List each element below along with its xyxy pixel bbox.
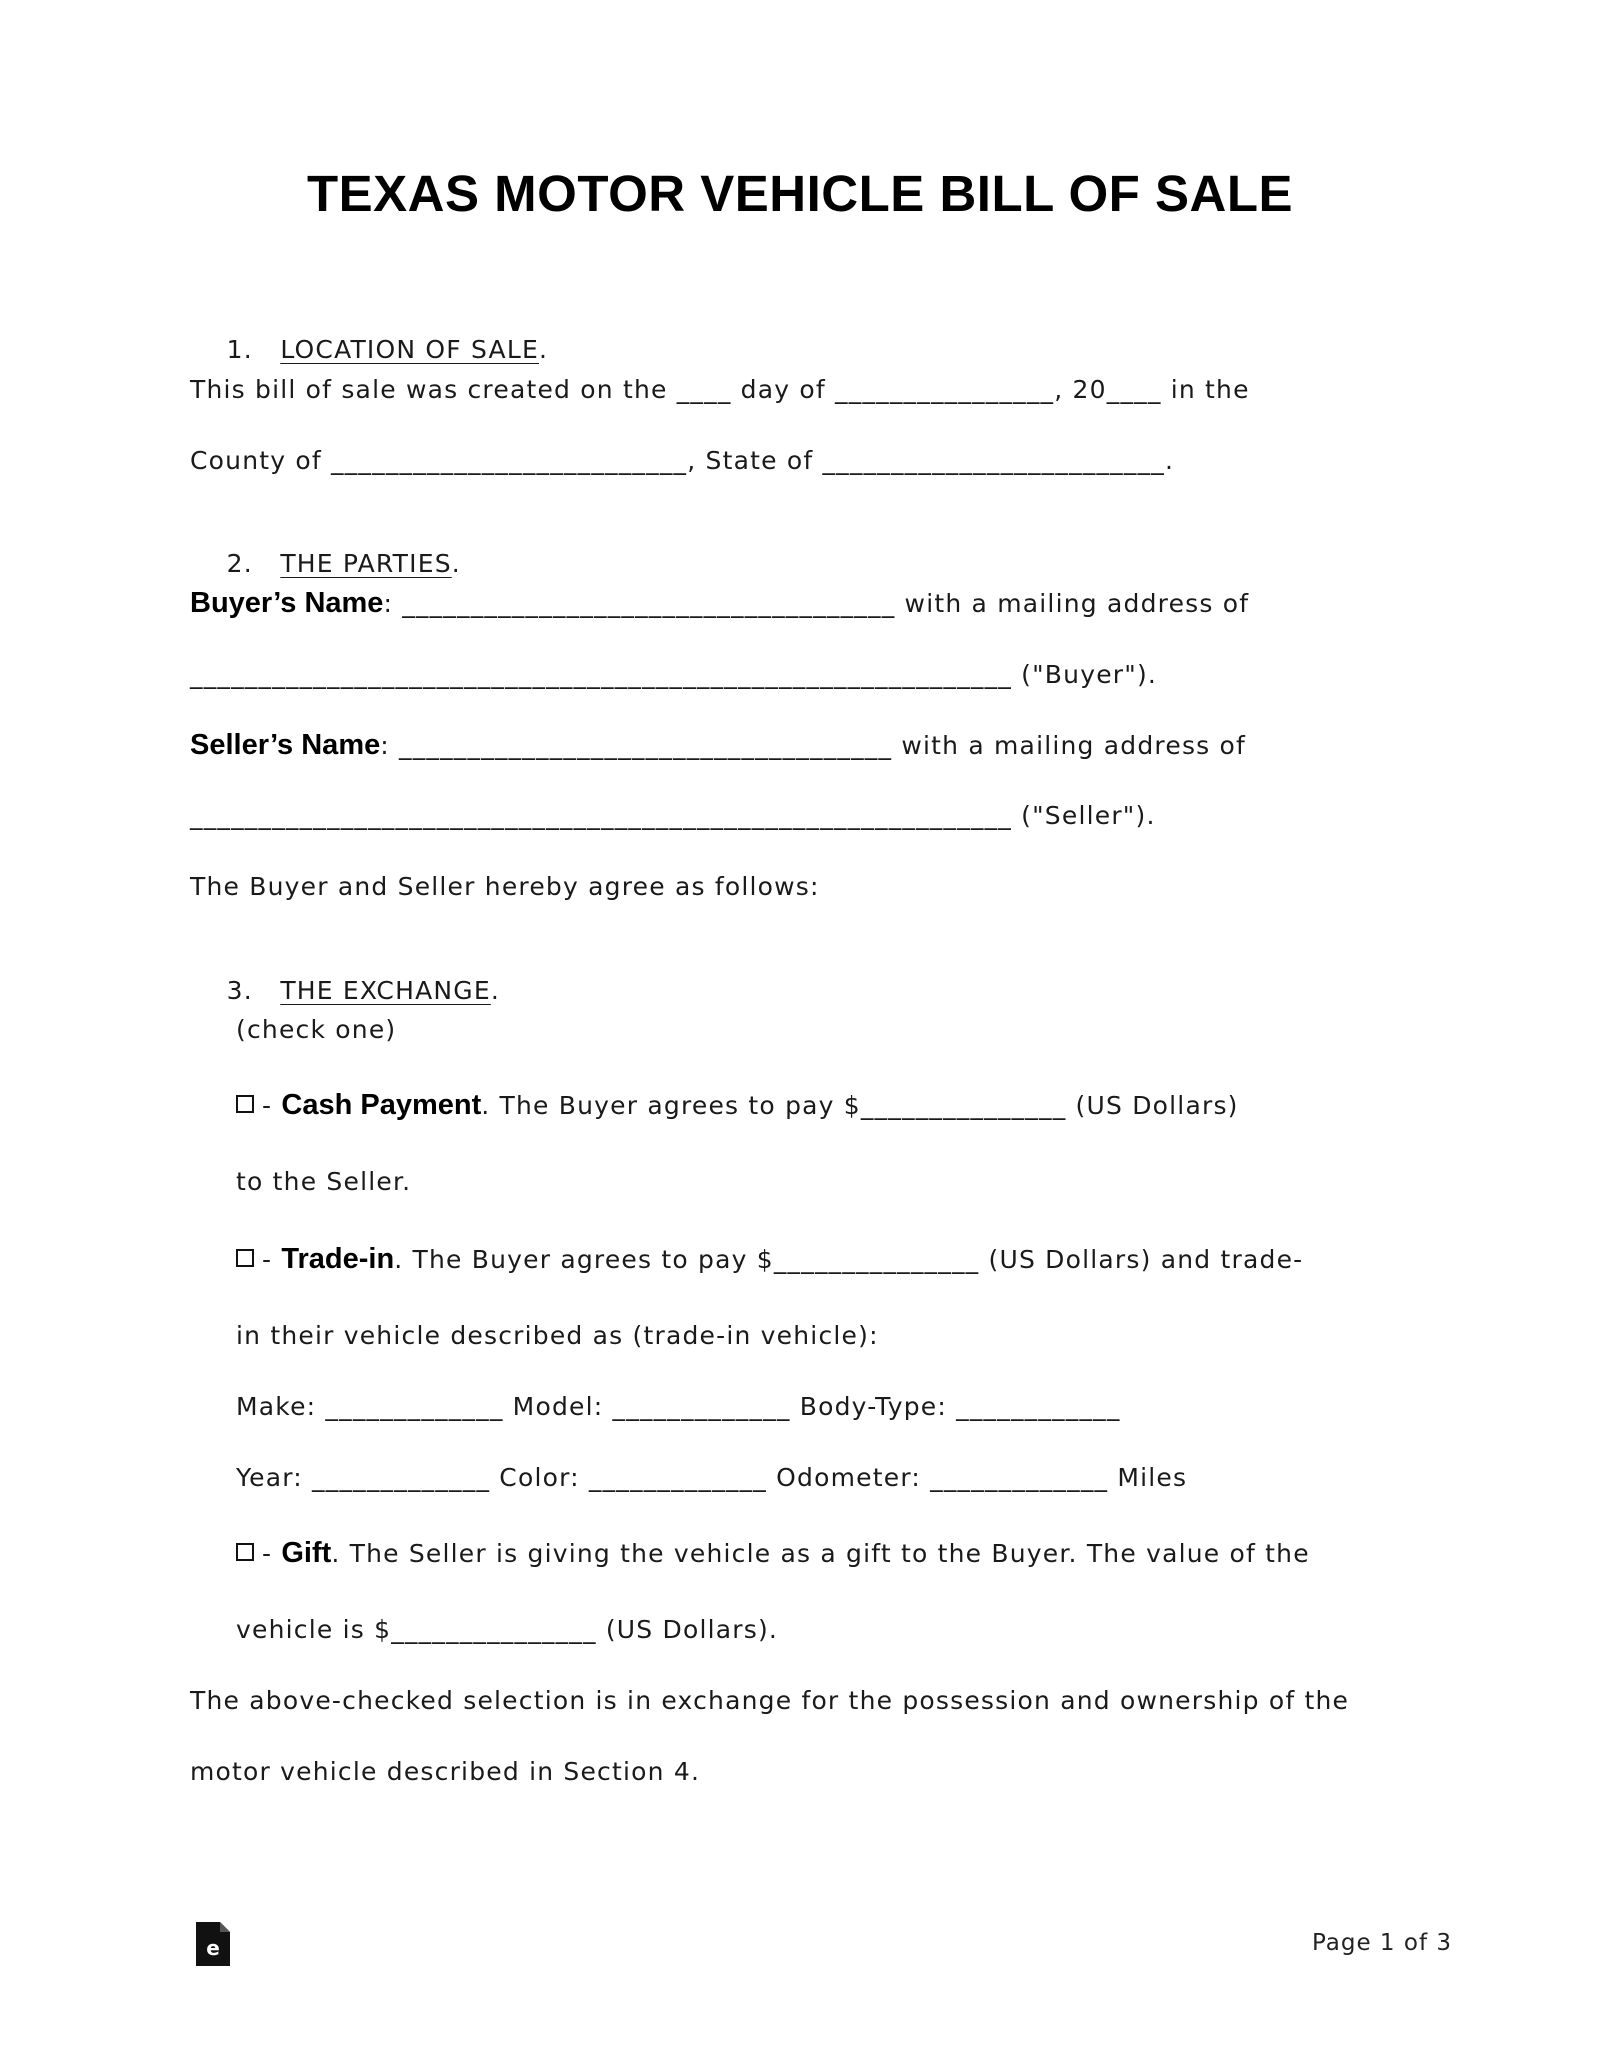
buyer-name-label: Buyer’s Name <box>190 587 384 619</box>
gift-label: Gift <box>281 1537 332 1569</box>
section-title: THE PARTIES <box>280 549 452 578</box>
trade-in-make-model-line: Make: _____________ Model: _____________ Body-Type: ____________ <box>236 1392 1121 1421</box>
gift-text: . The Seller is giving the vehicle as a gift to the Buyer. The value of the <box>331 1539 1310 1568</box>
location-date-line: This bill of sale was created on the ____ day of ________________, 20____ in the <box>190 375 1250 404</box>
trade-in-checkbox[interactable] <box>236 1249 254 1267</box>
trade-in-text: . The Buyer agrees to pay $_______________ (US Dollars) and trade- <box>394 1245 1304 1274</box>
section-title: THE EXCHANGE <box>280 976 491 1005</box>
cash-payment-text-cont: to the Seller. <box>236 1167 412 1196</box>
section-1-heading: 1. LOCATION OF SALE. <box>226 335 549 364</box>
check-one-note: (check one) <box>236 1015 397 1044</box>
cash-payment-checkbox[interactable] <box>236 1095 254 1113</box>
buyer-address-line: ____________________________________________________________ ("Buyer"). <box>190 660 1158 689</box>
document-title: TEXAS MOTOR VEHICLE BILL OF SALE <box>306 165 1294 222</box>
agreement-line: The Buyer and Seller hereby agree as follows: <box>190 872 820 901</box>
svg-text:e: e <box>206 1936 220 1960</box>
seller-name-label: Seller’s Name <box>190 729 381 761</box>
location-county-line: County of __________________________, State of _________________________. <box>190 446 1175 475</box>
trade-in-text-cont: in their vehicle described as (trade-in vehicle): <box>236 1321 879 1350</box>
seller-address-line: ____________________________________________________________ ("Seller"). <box>190 801 1156 830</box>
eforms-logo-icon <box>196 1922 230 1966</box>
closing-line-2: motor vehicle described in Section 4. <box>190 1757 701 1786</box>
gift-option: - Gift. The Seller is giving the vehicle as a gift to the Buyer. The value of the <box>236 1537 1310 1570</box>
section-number: 1. <box>226 335 253 364</box>
seller-name-line <box>190 729 1246 762</box>
cash-payment-text: . The Buyer agrees to pay $_______________ (US Dollars) <box>481 1091 1239 1120</box>
section-title: LOCATION OF SALE <box>280 335 539 364</box>
seller-name-blank: : ____________________________________ with a mailing address of <box>380 731 1247 760</box>
section-3-heading: 3. THE EXCHANGE. <box>226 976 501 1005</box>
buyer-name-blank: : ____________________________________ with a mailing address of <box>383 589 1250 618</box>
section-2-heading: 2. THE PARTIES. <box>226 549 461 578</box>
page-number: Page 1 of 3 <box>1311 1930 1452 1956</box>
closing-line-1: The above-checked selection is in exchange for the possession and ownership of the <box>190 1686 1350 1715</box>
section-number: 2. <box>226 549 253 578</box>
trade-in-label: Trade-in <box>281 1243 395 1275</box>
trade-in-year-color-line: Year: _____________ Color: _____________ Odometer: _____________ Miles <box>236 1463 1188 1492</box>
cash-payment-label: Cash Payment <box>281 1089 482 1121</box>
gift-checkbox[interactable] <box>236 1543 254 1561</box>
section-number: 3. <box>226 976 253 1005</box>
cash-payment-option: - Cash Payment. The Buyer agrees to pay $_______________ (US Dollars) <box>236 1089 1239 1122</box>
buyer-name-line <box>190 587 1249 620</box>
trade-in-option: - Trade-in. The Buyer agrees to pay $_______________ (US Dollars) and trade- <box>236 1243 1303 1276</box>
gift-text-cont: vehicle is $_______________ (US Dollars). <box>236 1615 779 1644</box>
